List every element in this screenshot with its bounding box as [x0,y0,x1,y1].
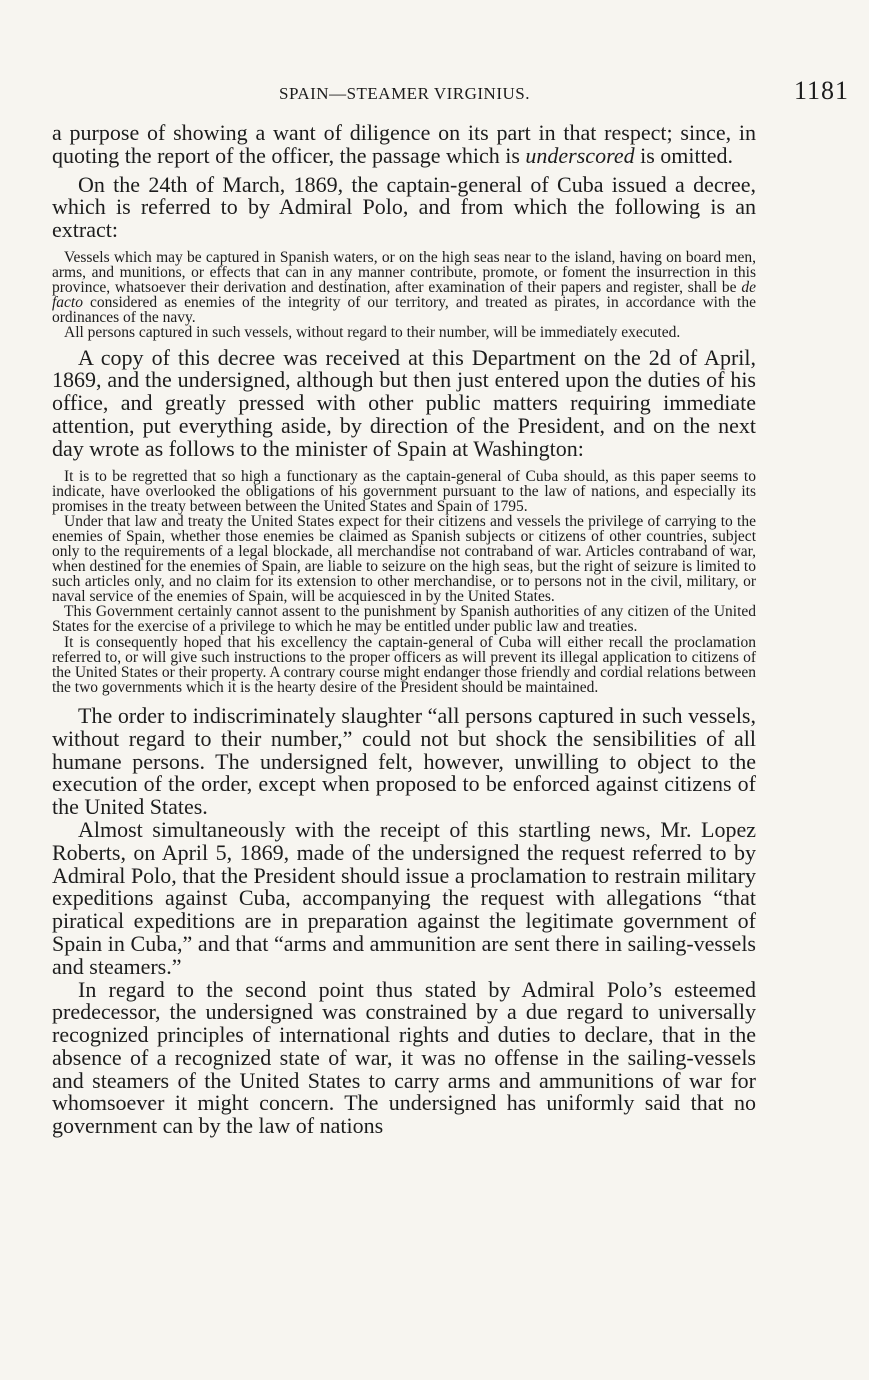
paragraph-1-tail: is omitted. [634,142,733,168]
quote-decree-1-tail: considered as enemies of the integrity of our territory, and treated as pirates, in accordance with the ordinances of the navy. [52,294,756,327]
paragraph-3: A copy of this decree was received at this Department on the 2d of April, 1869, and the undersigned, although but then just entered upon the duties of his office, and greatly pressed with other public matters requiring immediate attention, put everything aside, by direction of the President, and on the next day wrote as follows to the minister of Spain at Washington: [52,344,756,461]
quote-decree-2: All persons captured in such vessels, without regard to their number, will be immediately executed. [64,324,681,342]
italic-underscored: underscored [525,142,635,168]
quote-letter-2: Under that law and treaty the United States expect for their citizens and vessels the privilege of carrying to the enemies of Spain, whether those enemies be claimed as Spanish subjects or citizens of other countries, subject only to the requirements of a legal blockade, all merchandise not contraband of war. Articles contraband of war, when destined for the enemies of Spain, are liable to seizure on the high seas, but the right of seizure is limited to such articles only, and no claim for its extension to other merchandise, or to persons not in the civil, military, or naval service of the enemies of Spain, will be acquiesced in by the United States. [52,512,756,606]
page-number: 1181 [793,76,849,105]
quote-letter-1: It is to be regretted that so high a functionary as the captain-general of Cuba should, as this paper seems to indicate, have overlooked the obligations of his government pursuant to the law of nations, and especially its promises in the treaty between between the United States and Spain of 1795. [52,467,756,515]
paragraph-6: In regard to the second point thus stated by Admiral Polo’s esteemed predecessor, the undersigned was constrained by a due regard to universally recognized principles of international rights and duties to declare, that in the absence of a recognized state of war, it was no offense in the sailing-vessels and steamers of the United States to carry arms and ammunitions of war for whomsoever it might concern. The undersigned has uniformly said that no government can by the law of nations [52,976,756,1139]
paragraph-4: The order to indiscriminately slaughter “all persons captured in such vessels, without regard to their number,” could not but shock the sensibilities of all humane persons. The undersigned felt, however, unwilling to object to the execution of the order, except when proposed to be enforced against citizens of the United States. [52,702,756,820]
quote-decree-1 [52,250,756,325]
paragraph-2: On the 24th of March, 1869, the captain-general of Cuba issued a decree, which is referred to by Admiral Polo, and from which the following is an extract: [52,171,756,243]
quote-letter-4: It is consequently hoped that his excellency the captain-general of Cuba will either recall the proclamation referred to, or will give such instructions to the proper officers as will prevent its illegal application to citizens of the United States or their property. A contrary course might endanger those friendly and cordial relations between the two governments which it is the hearty desire of the President should be maintained. [52,633,756,696]
paragraph-1-text: a purpose of showing a want of diligence on its part in that respect; since, in quoting the report of the officer, the passage which is [52,120,756,168]
page-body [52,122,756,1138]
quote-decree-1-text: Vessels which may be captured in Spanish waters, or on the high seas near to the island, having on board men, arms, and munitions, or effects that can in any manner contribute, promote, or foment the insurrection in this province, whatsoever their derivation and destination, after examination of their papers and register, shall be [52,248,756,297]
page-header [52,76,849,108]
paragraph-5: Almost simultaneously with the receipt of this startling news, Mr. Lopez Roberts, on April 5, 1869, made of the undersigned the request referred to by Admiral Polo, that the President should issue a proclamation to restrain military expeditions against Cuba, accompanying the request with allegations “that piratical expeditions are in preparation against the legitimate government of Spain in Cuba,” and that “arms and ammunition are sent there in sailing-vessels and steamers.” [52,816,756,979]
italic-de-facto: de facto [52,279,756,312]
running-title: SPAIN—STEAMER VIRGINIUS. [279,84,530,103]
paragraph-1 [52,122,756,168]
quote-letter-3: This Government certainly cannot assent to the punishment by Spanish authorities of any citizen of the United States for the exercise of a privilege to which he may be entitled under public law and treaties. [52,603,756,636]
